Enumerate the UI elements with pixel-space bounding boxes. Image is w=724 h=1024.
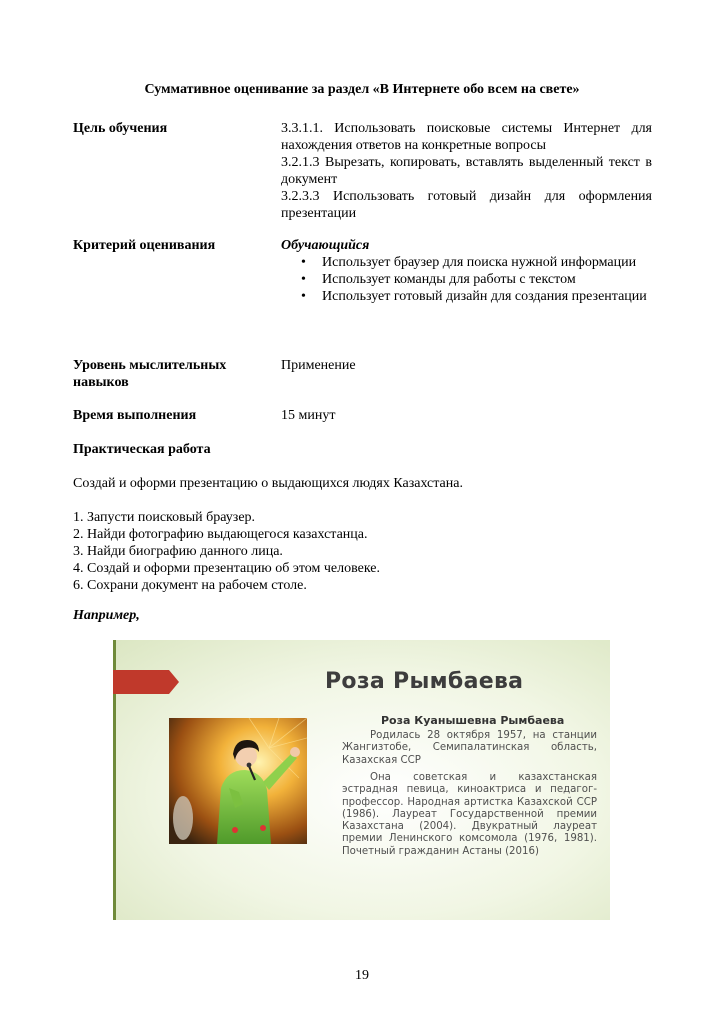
criteria-label: Критерий оценивания (73, 238, 216, 253)
criteria-value (281, 237, 652, 305)
slide-title: Роза Рымбаева (325, 669, 524, 694)
time-label: Время выполнения (73, 408, 197, 423)
time-value: 15 минут (281, 408, 336, 423)
slide-bio-career: Она советская и казахстанская эстрадная певица, киноактриса и педагог-профессор. Народная артистка Казахской ССР (1986). Лауреат Государственной премии Казахстана (2004). Двукратный лауреат премии Ленинского комсомола (1976, 1981). Почетный гражданин Астаны (2016) (342, 772, 597, 857)
steps-list (73, 509, 380, 594)
learning-goal-item: 3.3.1.1. Использовать поисковые системы Интернет для нахождения ответов на конкретные вопросы (281, 121, 652, 153)
learning-goal-label: Цель обучения (73, 121, 168, 136)
page-number: 19 (355, 968, 369, 983)
slide-arrow-flag (113, 670, 181, 694)
step-item: 1. Запусти поисковый браузер. (73, 510, 256, 525)
singer-photo (169, 718, 307, 844)
step-item: 2. Найди фотографию выдающегося казахстанца. (73, 527, 368, 542)
step-item: 4. Создай и оформи презентацию об этом человеке. (73, 561, 381, 576)
criteria-item: • Использует команды для работы с текстом (281, 271, 652, 288)
step-item: 6. Сохрани документ на рабочем столе. (73, 578, 307, 593)
learning-goal-item: 3.2.3.3 Использовать готовый дизайн для оформления презентации (281, 189, 652, 221)
learning-goal-value (281, 120, 652, 222)
learning-goal-item: 3.2.1.3 Вырезать, копировать, вставлять выделенный текст в документ (281, 155, 652, 187)
example-label: Например, (73, 608, 140, 623)
slide-bio-birth: Родилась 28 октября 1957, на станции Жангизтобе, Семипалатинская область, Казахская ССР (342, 730, 597, 766)
criteria-item: • Использует браузер для поиска нужной информации (281, 254, 652, 271)
thinking-level-label: Уровень мыслительных навыков (73, 358, 227, 390)
step-item: 3. Найди биографию данного лица. (73, 544, 283, 559)
slide-person-name: Роза Куанышевна Рымбаева (381, 714, 565, 727)
practical-intro: Создай и оформи презентацию о выдающихся людях Казахстана. (73, 476, 463, 491)
example-slide (113, 640, 610, 920)
criteria-item: • Использует готовый дизайн для создания презентации (281, 288, 652, 305)
criteria-heading: Обучающийся (281, 238, 370, 253)
thinking-level-value: Применение (281, 358, 356, 373)
document-title: Суммативное оценивание за раздел «В Интернете обо всем на свете» (144, 82, 580, 97)
practical-heading: Практическая работа (73, 442, 211, 457)
criteria-list (281, 254, 652, 305)
